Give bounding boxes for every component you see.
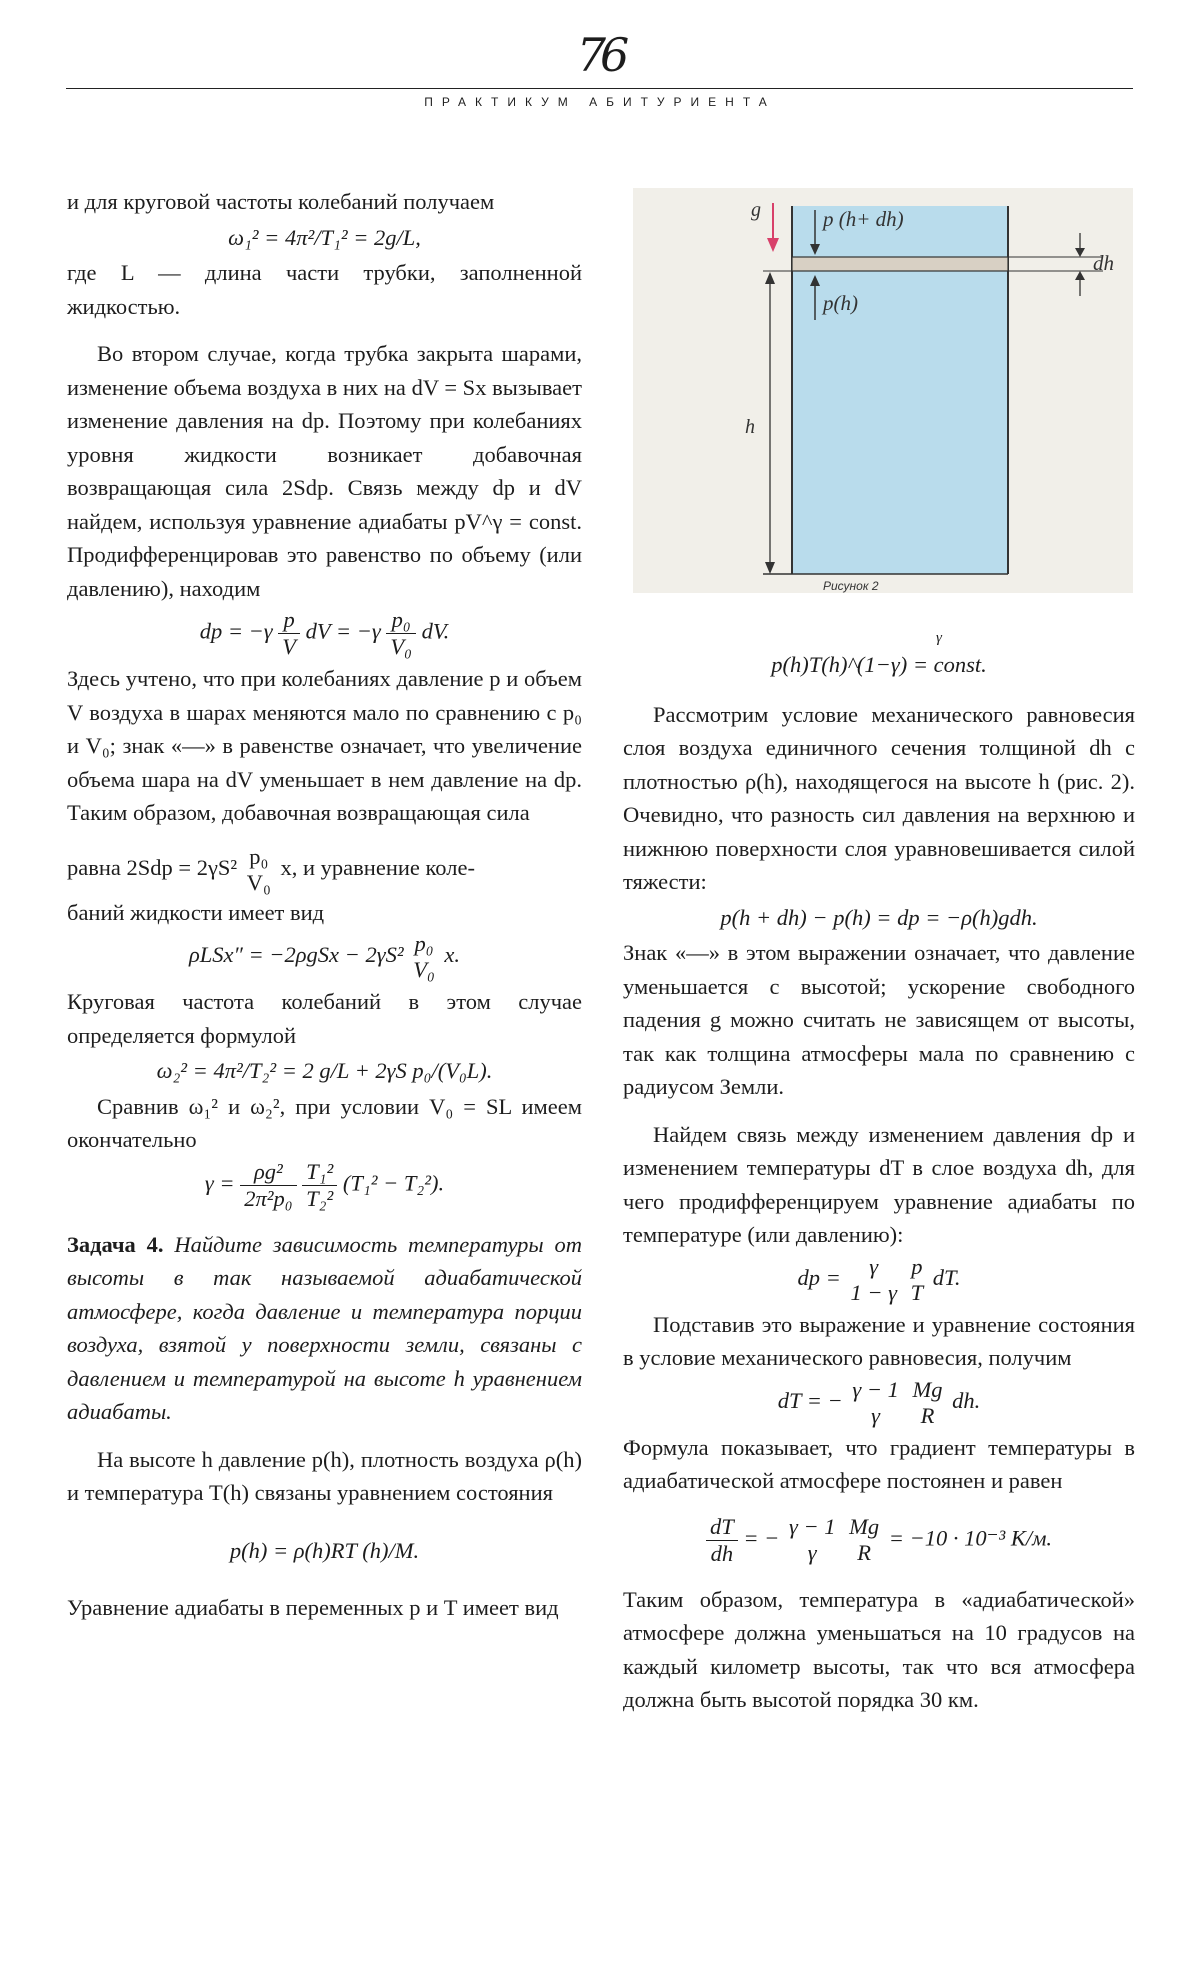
formula-dT: dT = − γ − 1 γ Mg R dh. bbox=[777, 1376, 981, 1428]
air-layer bbox=[792, 257, 1008, 271]
figure-caption: Рисунок 2 bbox=[823, 579, 879, 593]
paragraph: Сравнив ω₁² и ω₂², при условии V₀ = SL имеем окончательно bbox=[67, 1093, 582, 1152]
formula-omega2: ω₂² = 4π²/T₂² = 2 g/L + 2γS p₀/(V₀L). bbox=[156, 1058, 493, 1083]
formula-force: равна 2Sdp = 2γS² p₀ V₀ x, и уравнение коле- bbox=[67, 843, 475, 895]
formula-gradient: $\frac{dT}{dh}$ = − γ − 1 γ Mg R = −10 · 10⁻³ К/м. bbox=[623, 1514, 1135, 1567]
paragraph: и для круговой частоты колебаний получаем bbox=[67, 189, 495, 214]
paragraph: Здесь учтено, что при колебаниях давление p и объем V воздуха в шарах меняются мало по сравнению с p₀ и V₀; знак «—» в равенстве означает, что увеличение объема шара на dV уменьшает в нем давление на dp. Таким образом, добавочная возвращающая сила bbox=[67, 666, 582, 825]
formula-gamma: γ = $\frac{\text{ρg²}}{\text{2π²p₀}}$ $\frac{\text{T₁²}}{\text{T₂²}}$ (T₁² − T₂²). bbox=[204, 1158, 445, 1211]
paragraph: Таким образом, температура в «адиабатической» атмосфере должна уменьшаться на 10 градусов на каждый километр высоты, так что вся атмосфера должна быть высотой порядка 30 км. bbox=[623, 1586, 1135, 1712]
paragraph: где L — длина части трубки, заполненной жидкостью. bbox=[67, 260, 582, 319]
formula-omega1: ω₁² = 4π²/T₁² = 2g/L, bbox=[228, 224, 421, 250]
formula-adiabat: p(h)T(h)^(1−γ) = const. bbox=[771, 652, 987, 677]
paragraph: Формула показывает, что градиент температуры в адиабатической атмосфере постоянен и равен bbox=[623, 1434, 1135, 1493]
paragraph: Круговая частота колебаний в этом случае определяется формулой bbox=[67, 989, 582, 1048]
formula-motion: ρLSx″ = −2ρgSx − 2γS² p₀ V₀ x. bbox=[188, 931, 461, 982]
paragraph: Подставив это выражение и уравнение состояния в условие механического равновесия, получим bbox=[623, 1311, 1135, 1370]
label-h: h bbox=[745, 416, 755, 438]
formula-equilibrium: p(h + dh) − p(h) = dp = −ρ(h)gdh. bbox=[720, 904, 1038, 930]
label-p-bottom: p(h) bbox=[823, 291, 858, 315]
paragraph: Во втором случае, когда трубка закрыта шарами, изменение объема воздуха в них на dV = Sx вызывает изменение давления на dp. Поэтому при колебаниях уровня жидкости возникает добавочная возвращающая сила 2Sdp. Связь между dp и dV найдем, используя уравнение адиабаты pV^γ = const. Продифференцировав это равенство по объему (или давлению), находим bbox=[67, 341, 582, 601]
header-rule bbox=[66, 88, 1133, 89]
task-text: Найдите зависимость температуры от высоты в так называемой адиабатической атмосфере, когда давление и температура порции воздуха, взятой у поверхности земли, связаны с давлением и температурой на высоте h уравнением адиабаты. bbox=[67, 1231, 582, 1424]
paragraph: баний жидкости имеет вид bbox=[67, 899, 325, 925]
label-g: g bbox=[751, 199, 761, 221]
paragraph: Уравнение адиабаты в переменных p и T имеет вид bbox=[67, 1595, 559, 1620]
figure-2 bbox=[633, 188, 1133, 593]
paragraph: Знак «—» в этом выражении означает, что давление уменьшается с высотой; ускорение свободного падения g можно считать не зависящем от высоты, так как толщина атмосферы мала по сравнению с радиусом Земли. bbox=[623, 940, 1135, 1099]
label-p-top: p (h+ dh) bbox=[823, 207, 904, 231]
running-head: ПРАКТИКУМ АБИТУРИЕНТА bbox=[424, 95, 776, 109]
page-number: 76 bbox=[576, 28, 624, 82]
formula-state: p(h) = ρ(h)RT (h)/M. bbox=[229, 1537, 420, 1563]
label-dh: dh bbox=[1093, 251, 1114, 275]
paragraph: На высоте h давление p(h), плотность воздуха ρ(h) и температура T(h) связаны уравнением состояния bbox=[67, 1446, 582, 1505]
paragraph: Рассмотрим условие механического равновесия слоя воздуха единичного сечения толщиной dh с плотностью ρ(h), находящегося на высоте h (рис. 2). Очевидно, что разность сил давления на верхнюю и нижнюю поверхности слоя уравновешивается силой тяжести: bbox=[623, 701, 1135, 894]
paragraph: Найдем связь между изменением давления dp и изменением температуры dT в слое воздуха dh, для чего продифференцируем уравнение адиабаты по температуре (или давлению): bbox=[623, 1121, 1135, 1247]
task-statement bbox=[67, 1228, 582, 1429]
formula-dp-dT: dp = γ 1 − γ p T dT. bbox=[797, 1253, 961, 1305]
right-column bbox=[623, 628, 1135, 1717]
left-column bbox=[67, 185, 582, 1625]
formula-adiabat-exp: γ bbox=[936, 630, 942, 646]
task-label: Задача 4. bbox=[67, 1231, 164, 1257]
formula-dp: dp = −γ $\frac{p}{V}$ dV = −γ $\frac{\text{p₀}}{\text{V₀}}$ dV. bbox=[199, 607, 450, 659]
